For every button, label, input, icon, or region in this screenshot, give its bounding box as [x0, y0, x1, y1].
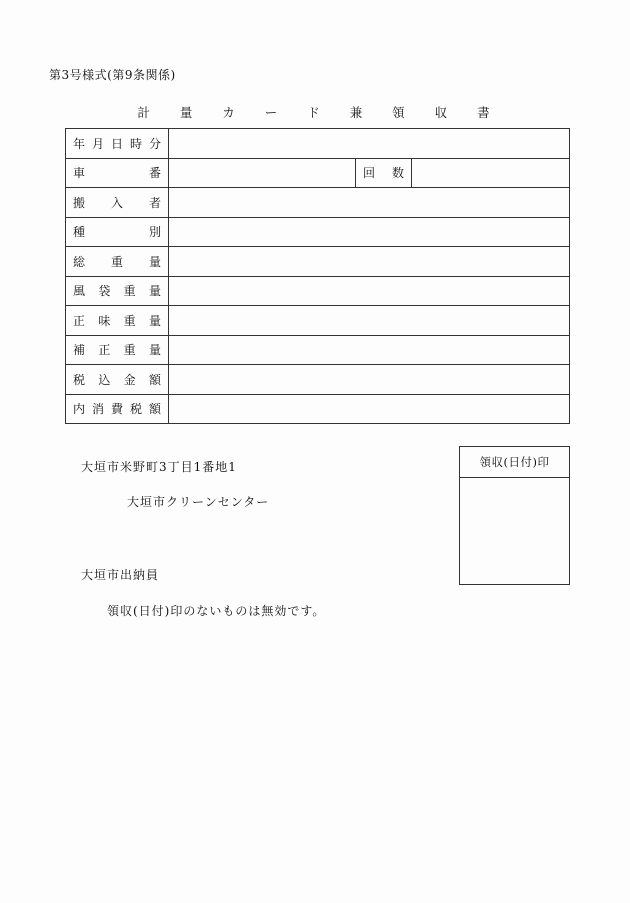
row-label-char: 量 — [148, 343, 161, 358]
row-label-char: 風 — [73, 284, 86, 299]
count-value-cell[interactable] — [412, 158, 570, 188]
count-label-char: 数 — [391, 166, 404, 181]
row-label-char: 正 — [73, 313, 86, 328]
row-label-char: 額 — [148, 372, 161, 387]
row-label-char: 車 — [73, 166, 86, 181]
row-label-char: 重 — [123, 343, 136, 358]
document-title: 計 量 カ ー ド 兼 領 収 書 — [137, 105, 503, 120]
row-label-char: 重 — [123, 313, 136, 328]
row-label — [66, 335, 169, 365]
row-label-char: 年 — [73, 136, 86, 151]
issuer-address: 大垣市米野町3丁目1番地1 — [81, 460, 237, 474]
row-label-char: 込 — [98, 372, 111, 387]
table-row — [66, 188, 570, 218]
row-value-cell[interactable] — [169, 365, 570, 395]
row-value-cell[interactable] — [169, 394, 570, 424]
table-row — [66, 394, 570, 424]
row-value-cell[interactable] — [169, 306, 570, 336]
row-label-char: 日 — [110, 136, 123, 151]
validity-note: 領収(日付)印のないものは無効です。 — [107, 604, 326, 618]
table-row — [66, 276, 570, 306]
form-number: 第3号様式(第9条関係) — [49, 68, 176, 82]
row-label-char: 費 — [110, 402, 123, 417]
count-label-char: 回 — [363, 166, 376, 181]
row-label — [66, 365, 169, 395]
row-label-char: 内 — [73, 402, 86, 417]
row-value-cell[interactable] — [169, 335, 570, 365]
cashier-label: 大垣市出納員 — [81, 568, 160, 582]
row-label-char: 種 — [73, 225, 86, 240]
row-label-char: 別 — [148, 225, 161, 240]
row-label-char: 消 — [91, 402, 104, 417]
row-value-cell[interactable] — [169, 129, 570, 159]
row-label-char: 量 — [148, 254, 161, 269]
row-label-char: 税 — [73, 372, 86, 387]
row-label — [66, 247, 169, 277]
weighing-record-table — [65, 128, 570, 424]
row-label-char: 搬 — [73, 195, 86, 210]
row-label-char: 量 — [148, 284, 161, 299]
row-label — [66, 394, 169, 424]
row-label-char: 袋 — [98, 284, 111, 299]
row-label — [66, 158, 169, 188]
table-row — [66, 306, 570, 336]
row-value-cell[interactable] — [169, 217, 570, 247]
row-label-char: 時 — [129, 136, 142, 151]
table-row — [66, 158, 570, 188]
row-label-char: 月 — [91, 136, 104, 151]
row-label-char: 味 — [98, 313, 111, 328]
issuer-facility-name: 大垣市クリーンセンター — [127, 495, 270, 509]
count-label — [356, 158, 412, 188]
row-label — [66, 129, 169, 159]
row-label-char: 補 — [73, 343, 86, 358]
row-value-cell[interactable] — [169, 247, 570, 277]
row-label-char: 者 — [148, 195, 161, 210]
row-label-char: 総 — [73, 254, 86, 269]
row-label — [66, 306, 169, 336]
row-label-char: 量 — [148, 313, 161, 328]
table-row — [66, 129, 570, 159]
table-row — [66, 247, 570, 277]
row-label-char: 重 — [110, 254, 123, 269]
stamp-box-label: 領収(日付)印 — [460, 447, 569, 478]
row-label — [66, 188, 169, 218]
row-value-cell[interactable] — [169, 188, 570, 218]
row-label-char: 入 — [110, 195, 123, 210]
row-value-cell[interactable] — [169, 276, 570, 306]
table-row — [66, 365, 570, 395]
table-row — [66, 335, 570, 365]
row-label — [66, 217, 169, 247]
row-label-char: 分 — [148, 136, 161, 151]
row-label-char: 番 — [148, 166, 161, 181]
table-row — [66, 217, 570, 247]
row-label-char: 重 — [123, 284, 136, 299]
row-label-char: 正 — [98, 343, 111, 358]
row-label-char: 額 — [148, 402, 161, 417]
vehicle-number-value-cell[interactable] — [169, 158, 356, 188]
row-label-char: 税 — [129, 402, 142, 417]
row-label — [66, 276, 169, 306]
row-label-char: 金 — [123, 372, 136, 387]
receipt-stamp-box — [459, 446, 570, 585]
